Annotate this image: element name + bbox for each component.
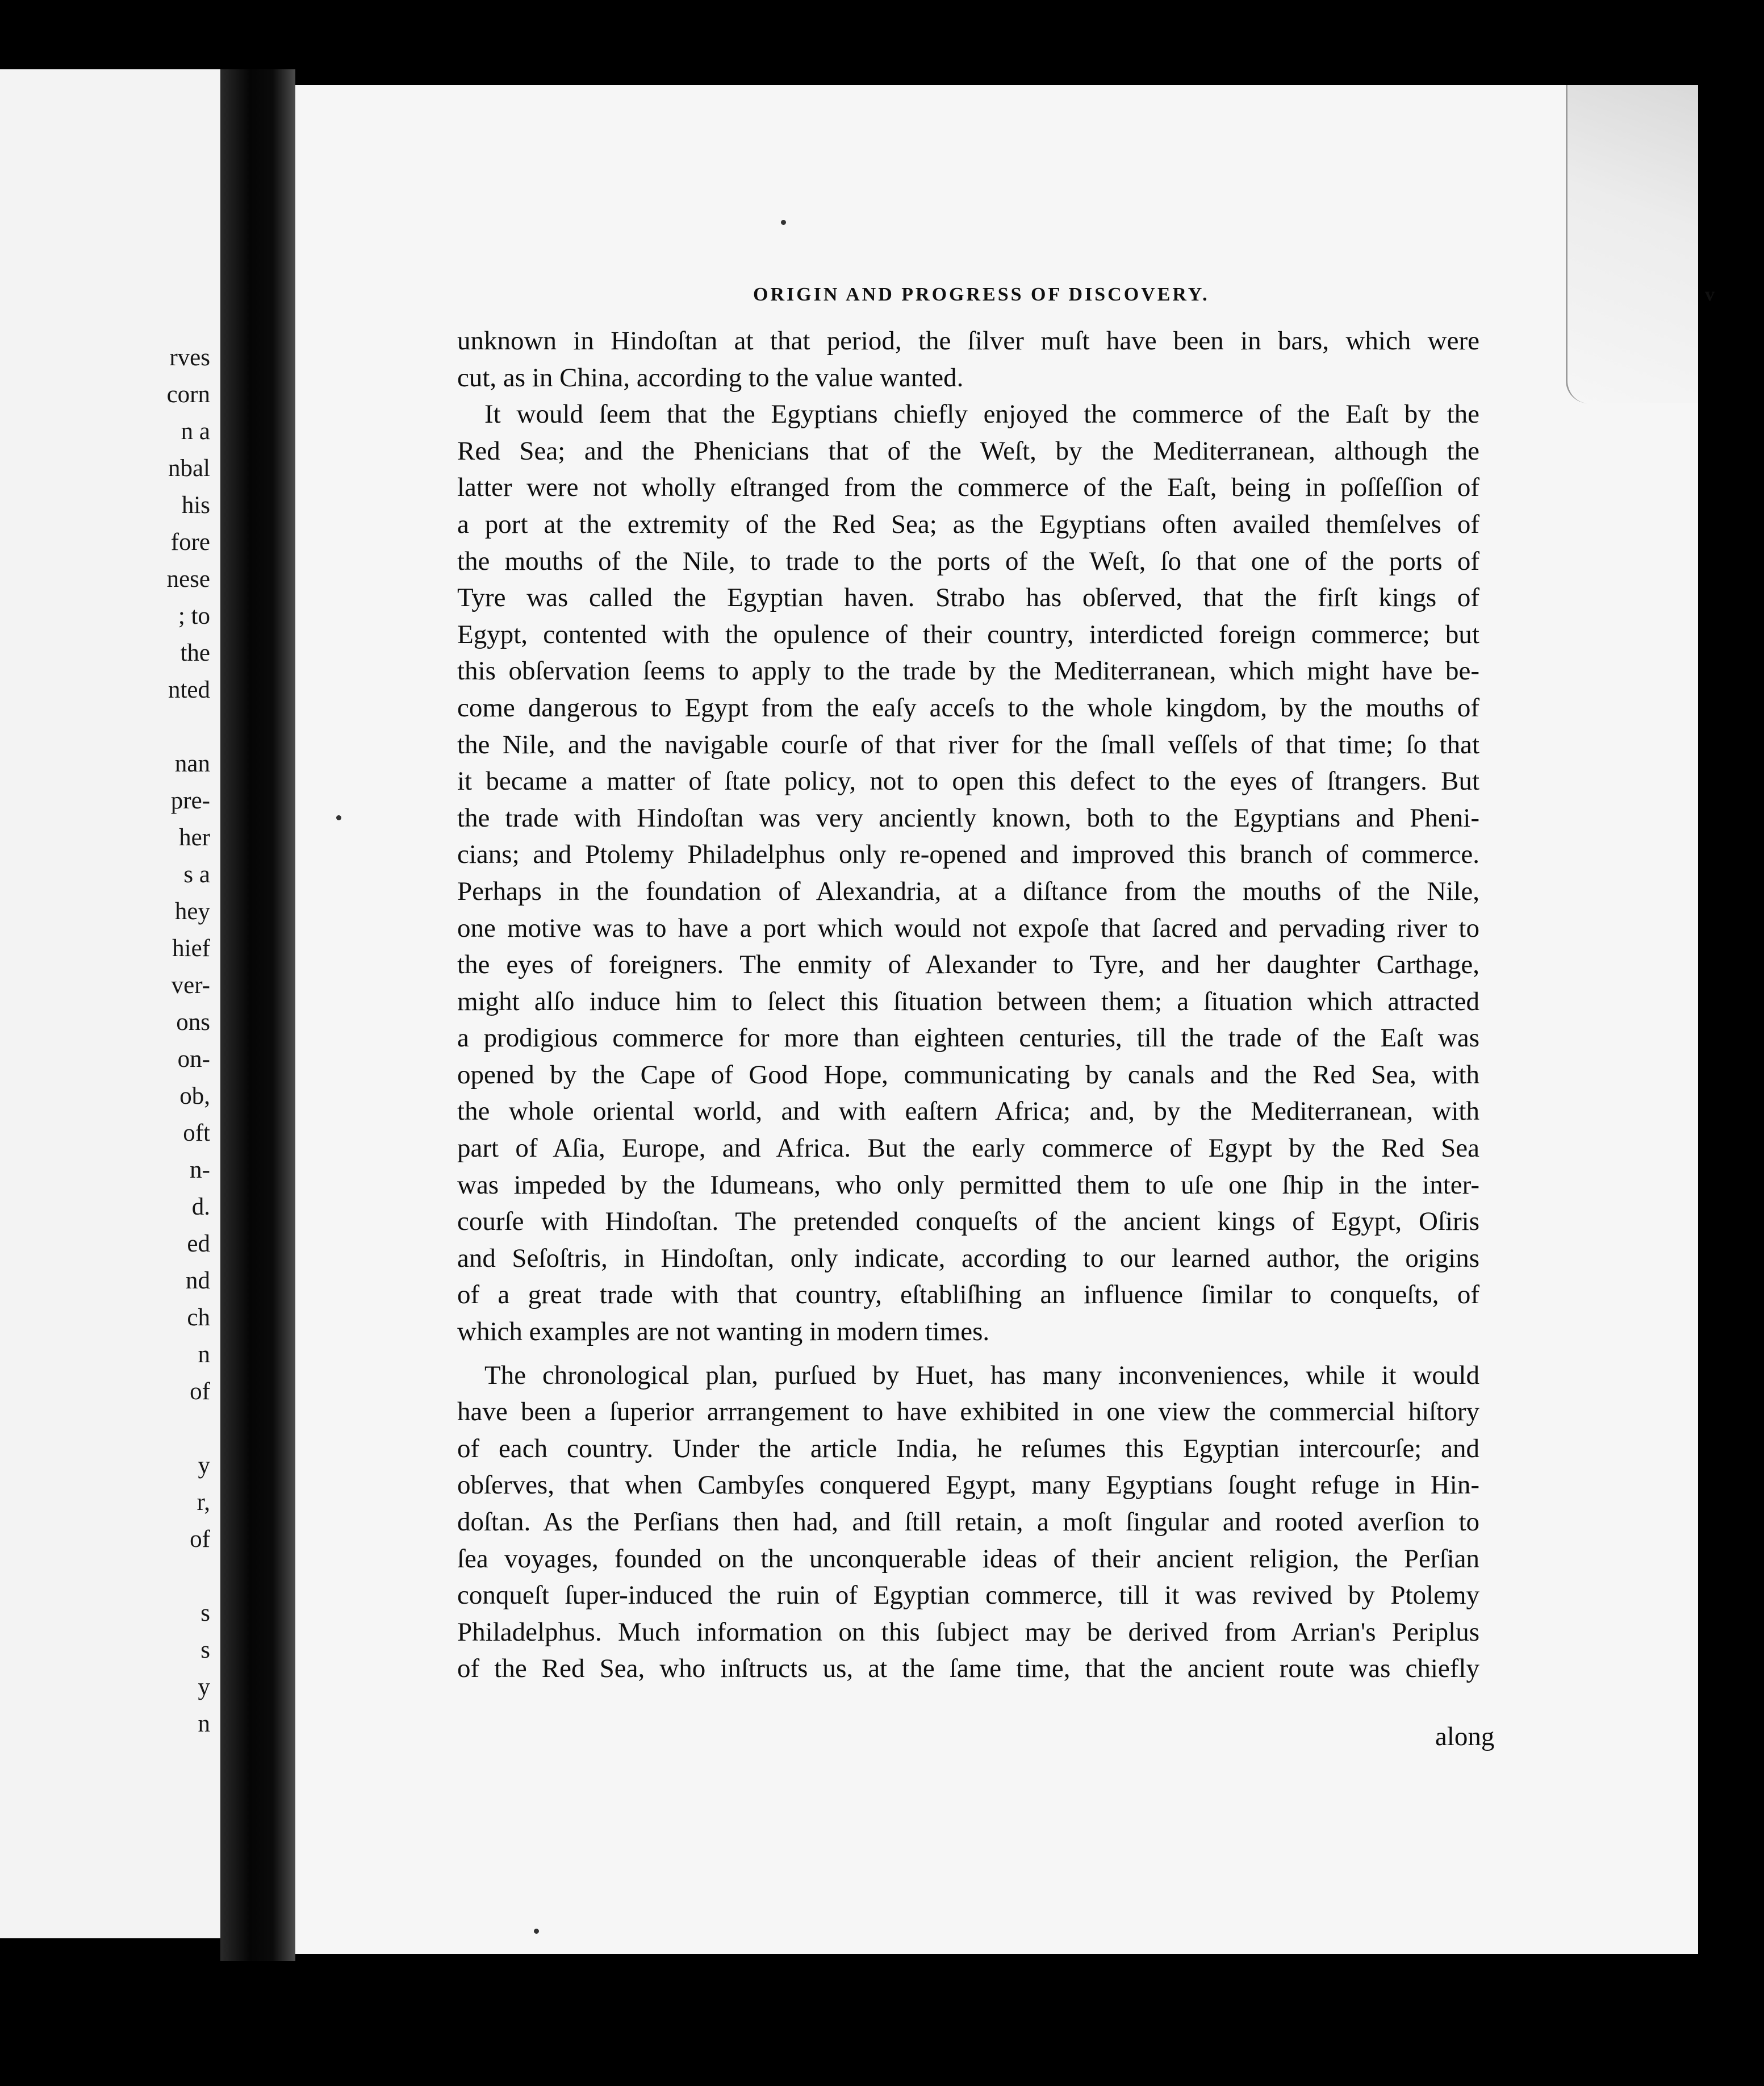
- left-fragment-line: her: [179, 824, 210, 851]
- running-head-title: ORIGIN AND PROGRESS OF DISCOVERY.: [753, 284, 1210, 305]
- text-line: a prodigious commerce for more than eighteen centuries, till the trade of the Eaſt was: [457, 1023, 1479, 1053]
- text-line: of a great trade with that country, eſtabliſhing an influence ſimilar to conqueſts, of: [457, 1280, 1479, 1310]
- text-line: of the Red Sea, who inſtructs us, at the ſame time, that the ancient route was chiefly: [457, 1654, 1479, 1684]
- text-line: the Nile, and the navigable courſe of that river for the ſmall veſſels of that time; ſo that: [457, 729, 1479, 760]
- left-fragment-line: pre-: [170, 787, 210, 814]
- left-fragment-line: n: [198, 1710, 210, 1737]
- text-line: of each country. Under the article India, he reſumes this Egyptian intercourſe; and: [457, 1433, 1479, 1463]
- text-line: Perhaps in the foundation of Alexandria, at a diſtance from the mouths of the Nile,: [457, 876, 1479, 906]
- right-page: [295, 85, 1717, 1954]
- text-line: part of Aſia, Europe, and Africa. But the early commerce of Egypt by the Red Sea: [457, 1133, 1479, 1163]
- left-fragment-line: nted: [168, 677, 210, 703]
- left-fragment-line: n a: [181, 418, 210, 445]
- paragraph-first-line: The chronological plan, purſued by Huet, has many inconveniences, while it would: [484, 1360, 1479, 1390]
- text-line: unknown in Hindoſtan at that period, the ſilver muſt have been in bars, which were: [457, 326, 1479, 356]
- left-fragment-line: rves: [169, 344, 210, 371]
- left-fragment-line: ; to: [178, 603, 210, 629]
- left-fragment-line: his: [181, 492, 210, 519]
- left-fragment-line: s: [200, 1600, 210, 1626]
- left-fragment-line: nan: [174, 750, 210, 777]
- left-fragment-line: ons: [176, 1009, 210, 1036]
- left-fragment-line: n: [198, 1341, 210, 1368]
- left-fragment-line: [97, 1410, 210, 1447]
- body-text: [457, 323, 1479, 1687]
- running-head: [753, 284, 1764, 318]
- speck-mark: [534, 1929, 539, 1934]
- left-fragment-line: of: [190, 1526, 210, 1553]
- left-fragment-line: ch: [187, 1304, 210, 1331]
- text-line: cut, as in China, according to the value wanted.: [457, 362, 964, 393]
- text-line: Tyre was called the Egyptian haven. Strabo has obſerved, that the firſt kings of: [457, 583, 1479, 613]
- text-line: conqueſt ſuper-induced the ruin of Egyptian commerce, till it was revived by Ptolemy: [457, 1580, 1479, 1611]
- text-line: might alſo induce him to ſelect this ſituation between them; a ſituation which attracted: [457, 986, 1479, 1016]
- left-fragment-line: nese: [166, 566, 210, 593]
- text-line: ſea voyages, founded on the unconquerable ideas of their ancient religion, the Perſian: [457, 1543, 1479, 1574]
- left-fragment-line: on-: [177, 1046, 210, 1073]
- left-page-text-fragments: [97, 339, 210, 1742]
- paragraph-gap: [457, 1350, 1479, 1357]
- text-line: and Seſoſtris, in Hindoſtan, only indicate, according to our learned author, the origins: [457, 1243, 1479, 1273]
- left-fragment-line: ob,: [179, 1083, 210, 1109]
- left-fragment-line: nd: [186, 1267, 210, 1294]
- binding-gutter-shadow: [220, 69, 295, 1961]
- text-line: obſerves, that when Cambyſes conquered Egypt, many Egyptians ſought refuge in Hin-: [457, 1470, 1479, 1500]
- text-line: the mouths of the Nile, to trade to the ports of the Weſt, ſo that one of the ports of: [457, 546, 1479, 576]
- left-fragment-line: [97, 708, 210, 745]
- text-line: the eyes of foreigners. The enmity of Alexander to Tyre, and her daughter Carthage,: [457, 950, 1479, 980]
- page-corner-fold: [1566, 85, 1698, 403]
- left-fragment-line: d.: [191, 1194, 210, 1220]
- text-line: the trade with Hindoſtan was very anciently known, both to the Egyptians and Pheni-: [457, 803, 1479, 833]
- left-fragment-line: hey: [174, 898, 210, 925]
- text-line: opened by the Cape of Good Hope, communicating by canals and the Red Sea, with: [457, 1059, 1479, 1090]
- page-number: v: [1705, 284, 1717, 305]
- left-fragment-line: corn: [166, 381, 210, 408]
- text-line: Philadelphus. Much information on this ſubject may be derived from Arrian's Periplus: [457, 1617, 1479, 1647]
- text-line: was impeded by the Idumeans, who only permitted them to uſe one ſhip in the inter-: [457, 1170, 1479, 1200]
- text-line: doſtan. As the Perſians then had, and ſtill retain, a moſt ſingular and rooted averſion to: [457, 1507, 1479, 1537]
- left-fragment-line: ver-: [171, 972, 210, 999]
- text-line: a port at the extremity of the Red Sea; as the Egyptians often availed themſelves of: [457, 509, 1479, 539]
- left-fragment-line: s: [200, 1637, 210, 1663]
- text-line: this obſervation ſeems to apply to the trade by the Mediterranean, which might have be-: [457, 656, 1479, 686]
- text-line: the whole oriental world, and with eaſtern Africa; and, by the Mediterranean, with: [457, 1096, 1479, 1127]
- left-fragment-line: of: [190, 1378, 210, 1405]
- text-line: latter were not wholly eſtranged from the commerce of the Eaſt, being in poſſeſſion of: [457, 473, 1479, 503]
- text-line: courſe with Hindoſtan. The pretended conqueſts of the ancient kings of Egypt, Oſiris: [457, 1207, 1479, 1237]
- catchword: along: [1435, 1722, 1495, 1751]
- speck-mark: [336, 815, 341, 820]
- left-facing-page: [0, 69, 221, 1938]
- text-line: come dangerous to Egypt from the eaſy acceſs to the whole kingdom, by the mouths of: [457, 692, 1479, 723]
- text-line: Red Sea; and the Phenicians that of the Weſt, by the Mediterranean, although the: [457, 436, 1479, 466]
- left-fragment-line: [97, 1558, 210, 1595]
- text-line: have been a ſuperior arrrangement to have exhibited in one view the commercial hiſtory: [457, 1397, 1479, 1427]
- text-line: cians; and Ptolemy Philadelphus only re-opened and improved this branch of commerce.: [457, 840, 1479, 870]
- left-fragment-line: y: [198, 1452, 210, 1479]
- text-line: Egypt, contented with the opulence of their country, interdicted foreign commerce; but: [457, 619, 1479, 649]
- left-fragment-line: hief: [172, 935, 210, 962]
- speck-mark: [781, 220, 786, 225]
- paragraph-first-line: It would ſeem that the Egyptians chiefly enjoyed the commerce of the Eaſt by the: [484, 399, 1479, 429]
- left-fragment-line: nbal: [168, 455, 210, 482]
- left-fragment-line: n-: [190, 1157, 210, 1183]
- left-fragment-line: s a: [183, 861, 210, 888]
- left-fragment-line: fore: [170, 529, 210, 556]
- text-line: which examples are not wanting in modern times.: [457, 1317, 990, 1347]
- left-fragment-line: oft: [183, 1120, 210, 1146]
- text-line: one motive was to have a port which would not expoſe that ſacred and pervading river to: [457, 913, 1479, 943]
- left-fragment-line: y: [198, 1674, 210, 1700]
- left-fragment-line: r,: [197, 1489, 210, 1516]
- left-fragment-line: ed: [187, 1230, 210, 1257]
- text-line: it became a matter of ſtate policy, not to open this defect to the eyes of ſtrangers. But: [457, 766, 1479, 796]
- left-fragment-line: the: [180, 640, 210, 666]
